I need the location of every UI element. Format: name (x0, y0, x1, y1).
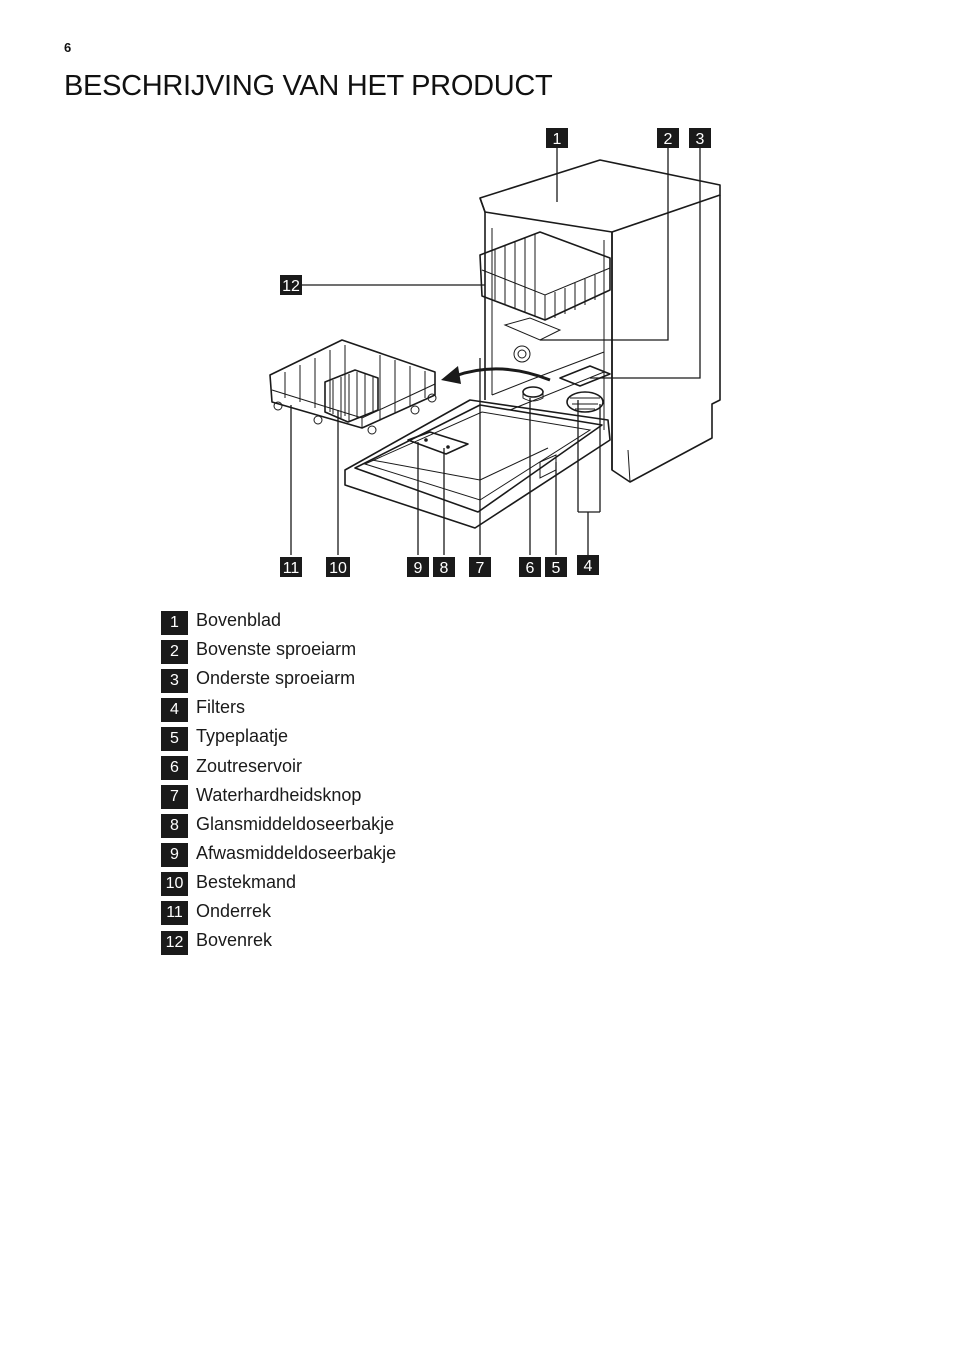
callout-6 (519, 557, 541, 577)
svg-text:2: 2 (663, 131, 673, 148)
legend-item (161, 722, 396, 751)
dishwasher-diagram (0, 0, 954, 600)
svg-text:4: 4 (583, 558, 593, 575)
legend-item (161, 606, 396, 635)
legend-item (161, 810, 396, 839)
legend-number: 11 (161, 901, 188, 925)
callout-5 (545, 557, 567, 577)
legend-label: Bovenste sproeiarm (196, 639, 357, 660)
svg-text:6: 6 (525, 560, 535, 577)
legend-label: Glansmiddeldoseerbakje (196, 813, 395, 834)
callout-7 (469, 557, 491, 577)
legend-item (161, 868, 396, 897)
legend-item (161, 781, 396, 810)
legend-number: 2 (161, 640, 188, 664)
legend-item (161, 635, 396, 664)
legend-number: 10 (161, 872, 188, 896)
legend-item (161, 693, 396, 722)
arrow-icon (441, 366, 550, 384)
legend-label: Afwasmiddeldoseerbakje (196, 842, 397, 863)
legend-label: Typeplaatje (196, 726, 289, 747)
page-number: 6 (64, 40, 72, 55)
legend-label: Zoutreservoir (196, 755, 303, 776)
legend-label: Waterhardheidsknop (196, 784, 362, 805)
callout-4 (577, 555, 599, 575)
callout-3 (689, 128, 711, 148)
legend-label: Onderste sproeiarm (196, 668, 356, 689)
legend-number: 5 (161, 727, 188, 751)
legend-number: 12 (161, 931, 188, 955)
svg-text:5: 5 (551, 560, 561, 577)
svg-text:10: 10 (329, 560, 347, 577)
legend-item (161, 751, 396, 780)
legend-number: 3 (161, 669, 188, 693)
leader-lines (291, 148, 700, 555)
legend-label: Bovenrek (196, 930, 273, 951)
water-hardness-knob (514, 346, 530, 362)
svg-text:8: 8 (439, 560, 449, 577)
legend-number: 1 (161, 611, 188, 635)
legend-item (161, 839, 396, 868)
page-title: BESCHRIJVING VAN HET PRODUCT (64, 70, 553, 102)
callout-9 (407, 557, 429, 577)
callout-12 (280, 275, 302, 295)
filters (567, 392, 603, 412)
legend-number: 8 (161, 814, 188, 838)
legend-label: Filters (196, 697, 245, 718)
legend-item (161, 926, 396, 955)
svg-text:11: 11 (282, 560, 300, 577)
callout-11 (280, 557, 302, 577)
parts-legend (161, 606, 396, 955)
legend-label: Bestekmand (196, 871, 297, 892)
dishwasher-door (345, 400, 610, 528)
legend-label: Bovenblad (196, 610, 282, 631)
svg-text:7: 7 (475, 560, 485, 577)
legend-number: 7 (161, 785, 188, 809)
upper-rack (480, 232, 610, 340)
callout-2 (657, 128, 679, 148)
svg-text:3: 3 (695, 131, 705, 148)
lower-spray-arm (560, 366, 610, 386)
legend-number: 4 (161, 698, 188, 722)
callout-8 (433, 557, 455, 577)
callout-10 (326, 557, 350, 577)
svg-text:1: 1 (552, 131, 562, 148)
svg-text:12: 12 (282, 278, 300, 295)
callout-1 (546, 128, 568, 148)
legend-number: 9 (161, 843, 188, 867)
salt-reservoir (523, 387, 543, 401)
legend-number: 6 (161, 756, 188, 780)
legend-item (161, 897, 396, 926)
legend-item (161, 664, 396, 693)
legend-label: Onderrek (196, 900, 272, 921)
svg-text:9: 9 (413, 560, 423, 577)
